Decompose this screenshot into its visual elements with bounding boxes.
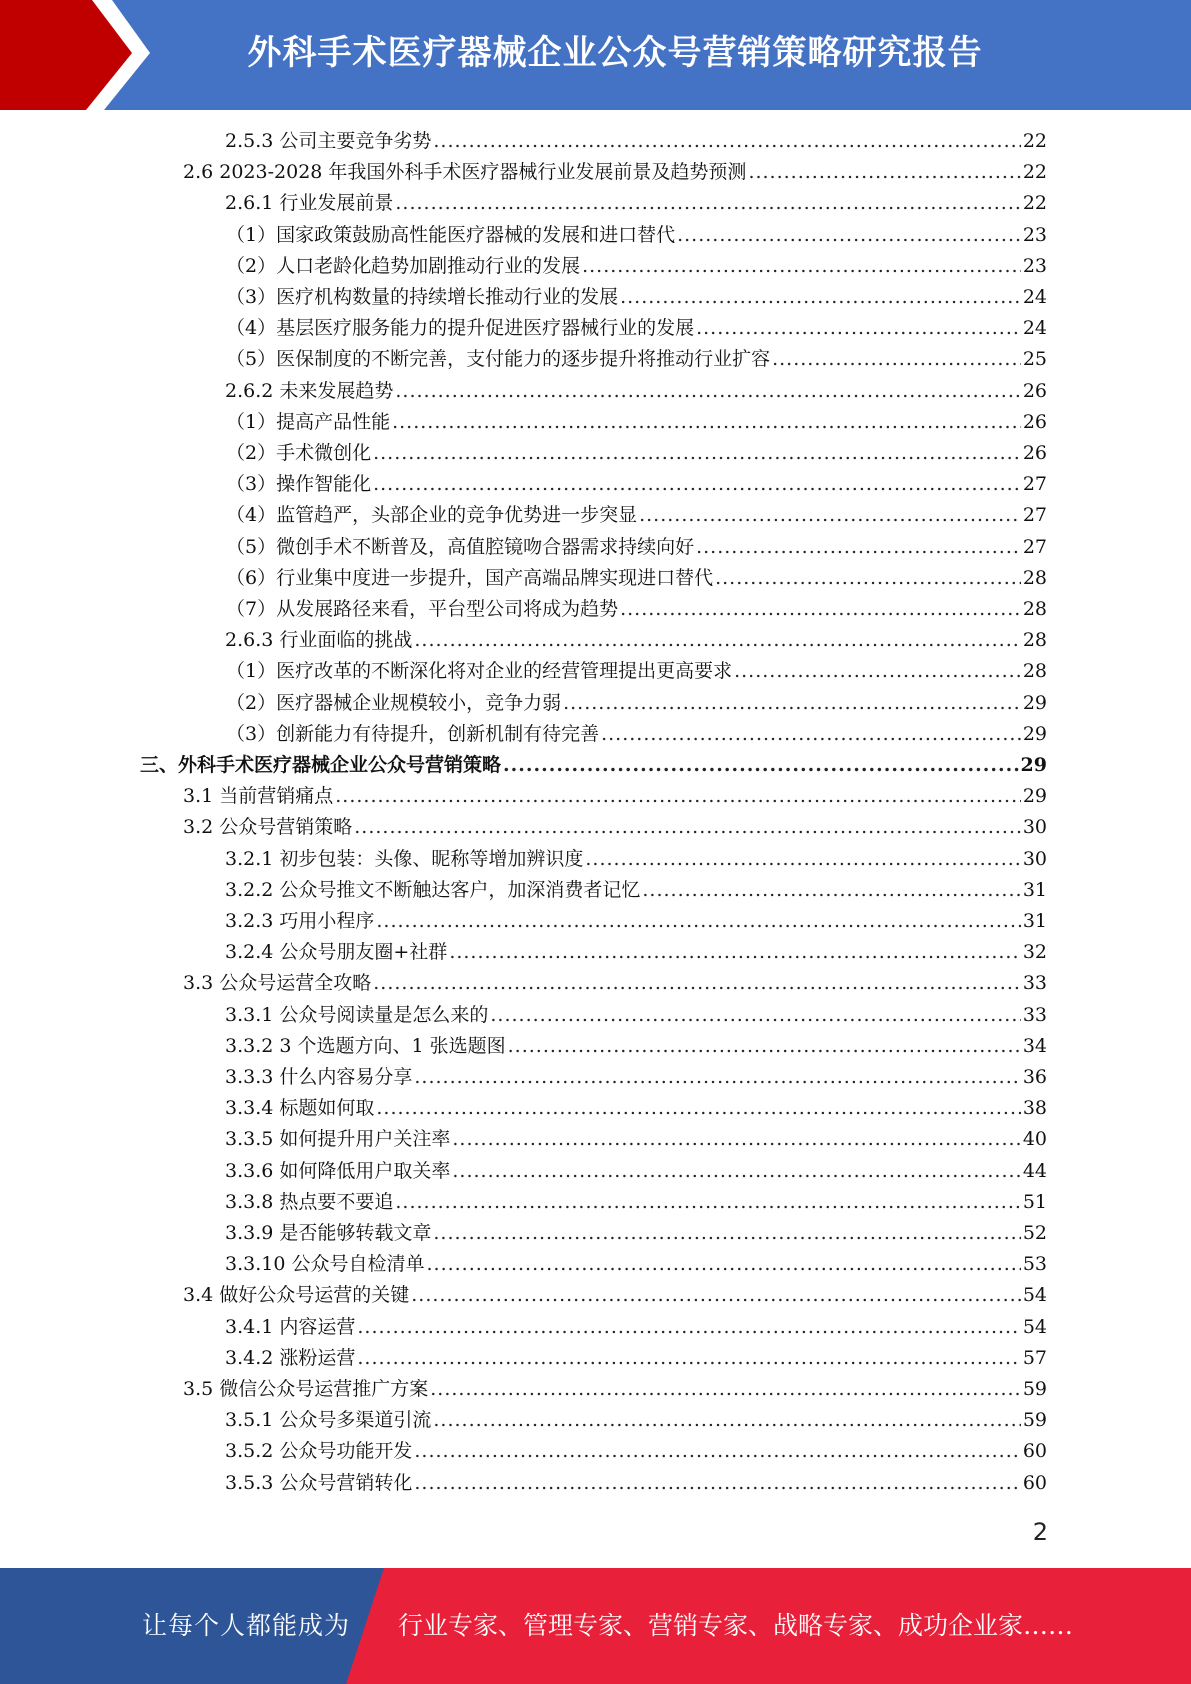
toc-leader-dots <box>452 1124 1020 1155</box>
toc-entry-label: 三、外科手术医疗器械企业公众号营销策略 <box>140 754 502 776</box>
toc-leader-dots <box>452 1156 1020 1187</box>
toc-entry[interactable] <box>225 875 1047 906</box>
toc-entry-page: 31 <box>1022 878 1047 901</box>
toc-entry[interactable] <box>226 688 1047 719</box>
toc-entry-label: 3.2 公众号营销策略 <box>183 816 353 839</box>
toc-leader-dots <box>639 500 1021 531</box>
toc-entry-page: 51 <box>1022 1190 1047 1213</box>
toc-leader-dots <box>715 563 1021 594</box>
toc-leader-dots <box>376 1093 1020 1124</box>
toc-entry[interactable] <box>225 1218 1047 1249</box>
toc-entry[interactable] <box>226 438 1047 469</box>
toc-entry-page: 59 <box>1022 1409 1047 1432</box>
toc-entry-page: 30 <box>1022 847 1047 870</box>
toc-entry-page: 60 <box>1022 1471 1047 1494</box>
toc-leader-dots <box>357 1312 1020 1343</box>
toc-entry-label: 3.3 公众号运营全攻略 <box>183 972 372 995</box>
toc-entry-page: 22 <box>1022 161 1047 184</box>
report-title: 外科手术医疗器械企业公众号营销策略研究报告 <box>247 33 983 73</box>
toc-leader-dots <box>411 1280 1021 1311</box>
toc-entry-page: 30 <box>1022 816 1047 839</box>
toc-entry-label: （5）微创手术不断普及，高值腔镜吻合器需求持续向好 <box>226 535 695 558</box>
toc-entry-label: 3.1 当前营销痛点 <box>183 785 334 808</box>
toc-entry[interactable] <box>140 750 1047 781</box>
toc-entry[interactable] <box>225 1156 1047 1187</box>
toc-entry-label: （2）手术微创化 <box>226 442 372 464</box>
toc-entry-page: 59 <box>1022 1378 1047 1400</box>
toc-entry[interactable] <box>226 563 1047 594</box>
toc-leader-dots <box>357 1343 1020 1374</box>
toc-entry[interactable] <box>225 625 1047 656</box>
toc-entry-label: 3.3.6 如何降低用户取关率 <box>225 1159 451 1182</box>
footer-slogan-right: 行业专家、管理专家、营销专家、战略专家、成功企业家…… <box>398 1611 1074 1640</box>
toc-leader-dots <box>395 188 1020 219</box>
toc-entry[interactable] <box>226 282 1047 313</box>
toc-entry-label: （6）行业集中度进一步提升，国产高端品牌实现进口替代 <box>226 566 714 589</box>
toc-entry[interactable] <box>183 812 1047 843</box>
toc-entry-label: 2.6 2023-2028 年我国外科手术医疗器械行业发展前景及趋势预测 <box>183 161 747 184</box>
toc-entry[interactable] <box>226 313 1047 344</box>
toc-entry-label: 2.6.3 行业面临的挑战 <box>225 629 413 652</box>
toc-entry-label: 3.2.4 公众号朋友圈+社群 <box>225 941 448 964</box>
toc-entry[interactable] <box>225 376 1047 407</box>
toc-leader-dots <box>620 282 1021 313</box>
toc-entry[interactable] <box>225 906 1047 937</box>
toc-entry-label: （5）医保制度的不断完善，支付能力的逐步提升将推动行业扩容 <box>226 348 771 371</box>
toc-entry-page: 60 <box>1022 1440 1047 1463</box>
toc-entry-label: 3.4.1 内容运营 <box>225 1315 356 1338</box>
toc-leader-dots <box>696 313 1021 344</box>
toc-entry-label: （7）从发展路径来看，平台型公司将成为趋势 <box>226 598 619 620</box>
toc-entry-page: 24 <box>1022 286 1047 308</box>
toc-leader-dots <box>503 750 1019 781</box>
toc-entry[interactable] <box>225 1249 1047 1280</box>
toc-entry-label: （1）医疗改革的不断深化将对企业的经营管理提出更高要求 <box>226 660 733 683</box>
toc-entry-label: 3.4 做好公众号运营的关键 <box>183 1284 410 1307</box>
toc-leader-dots <box>395 376 1020 407</box>
toc-entry-label: 3.3.5 如何提升用户关注率 <box>225 1128 451 1151</box>
toc-entry-label: 3.2.3 巧用小程序 <box>225 910 375 932</box>
toc-leader-dots <box>373 469 1021 500</box>
toc-entry-label: 3.3.3 什么内容易分享 <box>225 1066 413 1088</box>
toc-entry-page: 27 <box>1022 473 1047 496</box>
toc-entry-page: 38 <box>1022 1097 1047 1120</box>
toc-leader-dots <box>414 1468 1020 1499</box>
toc-entry-page: 32 <box>1022 941 1047 964</box>
toc-entry-page: 25 <box>1022 348 1047 371</box>
toc-entry-label: 3.3.8 热点要不要追 <box>225 1190 394 1213</box>
toc-leader-dots <box>373 438 1021 469</box>
toc-leader-dots <box>376 906 1020 937</box>
toc-entry-page: 40 <box>1022 1128 1047 1151</box>
toc-entry-page: 26 <box>1022 379 1047 402</box>
toc-entry-page: 23 <box>1022 223 1047 246</box>
toc-entry[interactable] <box>183 968 1047 999</box>
toc-leader-dots <box>642 875 1020 906</box>
toc-entry-label: 3.5.3 公众号营销转化 <box>225 1471 413 1494</box>
toc-entry-page: 22 <box>1022 130 1047 152</box>
toc-entry-page: 27 <box>1022 504 1047 527</box>
toc-leader-dots <box>508 1031 1021 1062</box>
toc-leader-dots <box>433 1405 1020 1436</box>
toc-entry-page: 29 <box>1020 754 1047 776</box>
toc-entry[interactable] <box>183 781 1047 812</box>
toc-leader-dots <box>414 1062 1020 1093</box>
toc-entry-label: （4）基层医疗服务能力的提升促进医疗器械行业的发展 <box>226 317 695 340</box>
toc-entry-page: 26 <box>1022 442 1047 464</box>
toc-entry[interactable] <box>183 157 1047 188</box>
toc-entry[interactable] <box>225 1031 1047 1062</box>
toc-leader-dots <box>414 625 1020 656</box>
toc-entry-page: 29 <box>1022 691 1047 714</box>
toc-entry[interactable] <box>225 844 1047 875</box>
toc-leader-dots <box>490 1000 1020 1031</box>
toc-entry[interactable] <box>225 1436 1047 1467</box>
toc-entry[interactable] <box>226 532 1047 563</box>
toc-leader-dots <box>335 781 1021 812</box>
toc-entry-label: 3.5.1 公众号多渠道引流 <box>225 1409 432 1432</box>
toc-entry-page: 36 <box>1022 1066 1047 1088</box>
toc-entry[interactable] <box>226 719 1047 750</box>
toc-entry-label: 3.3.9 是否能够转载文章 <box>225 1222 432 1244</box>
toc-entry-page: 33 <box>1022 1003 1047 1026</box>
toc-entry[interactable] <box>225 1312 1047 1343</box>
toc-entry-label: （1）国家政策鼓励高性能医疗器械的发展和进口替代 <box>226 223 676 246</box>
toc-entry[interactable] <box>225 937 1047 968</box>
toc-entry-label: （3）医疗机构数量的持续增长推动行业的发展 <box>226 286 619 308</box>
toc-leader-dots <box>433 1218 1020 1249</box>
toc-entry[interactable] <box>225 1000 1047 1031</box>
toc-entry-label: 3.5.2 公众号功能开发 <box>225 1440 413 1463</box>
toc-entry-label: 3.2.1 初步包装：头像、昵称等增加辨识度 <box>225 847 584 870</box>
toc-entry-page: 57 <box>1022 1346 1047 1369</box>
toc-entry-page: 26 <box>1022 410 1047 433</box>
toc-leader-dots <box>772 344 1021 375</box>
toc-leader-dots <box>426 1249 1020 1280</box>
toc-leader-dots <box>449 937 1021 968</box>
toc-entry[interactable] <box>225 1093 1047 1124</box>
toc-leader-dots <box>433 126 1020 157</box>
toc-entry-label: 3.3.1 公众号阅读量是怎么来的 <box>225 1003 489 1026</box>
toc-entry[interactable] <box>226 251 1047 282</box>
toc-entry-page: 33 <box>1022 972 1047 995</box>
toc-entry-label: 3.3.10 公众号自检清单 <box>225 1253 425 1276</box>
toc-leader-dots <box>696 532 1021 563</box>
toc-leader-dots <box>601 719 1021 750</box>
toc-leader-dots <box>395 1187 1020 1218</box>
toc-entry-label: 3.3.4 标题如何取 <box>225 1097 375 1120</box>
toc-entry-page: 28 <box>1022 598 1047 620</box>
toc-entry-label: （3）操作智能化 <box>226 473 372 496</box>
page-number: 2 <box>1032 1518 1048 1546</box>
toc-entry[interactable] <box>225 1124 1047 1155</box>
toc-entry-label: 3.3.2 3 个选题方向、1 张选题图 <box>225 1034 506 1057</box>
toc-entry-page: 28 <box>1022 566 1047 589</box>
toc-entry-page: 31 <box>1022 910 1047 932</box>
toc-entry-page: 29 <box>1022 785 1047 808</box>
toc-entry[interactable] <box>225 1405 1047 1436</box>
toc-entry[interactable] <box>226 407 1047 438</box>
toc-leader-dots <box>392 407 1021 438</box>
toc-leader-dots <box>563 688 1021 719</box>
toc-entry-page: 22 <box>1022 192 1047 215</box>
toc-entry-page: 23 <box>1022 254 1047 277</box>
toc-entry[interactable] <box>225 1468 1047 1499</box>
report-header <box>0 0 1191 110</box>
toc-entry-label: （2）人口老龄化趋势加剧推动行业的发展 <box>226 254 581 277</box>
report-footer <box>0 1568 1191 1684</box>
toc-entry-page: 28 <box>1022 660 1047 683</box>
toc-entry-page: 27 <box>1022 535 1047 558</box>
toc-leader-dots <box>748 157 1020 188</box>
toc-entry[interactable] <box>226 594 1047 625</box>
toc-entry[interactable] <box>183 1374 1047 1405</box>
toc-entry-page: 44 <box>1022 1159 1047 1182</box>
toc-entry[interactable] <box>225 188 1047 219</box>
toc-leader-dots <box>582 251 1021 282</box>
toc-entry-page: 24 <box>1022 317 1047 340</box>
toc-entry-label: 2.5.3 公司主要竞争劣势 <box>225 130 432 152</box>
toc-entry-label: 3.2.2 公众号推文不断触达客户，加深消费者记忆 <box>225 878 641 901</box>
toc-leader-dots <box>585 844 1020 875</box>
toc-entry-label: 2.6.2 未来发展趋势 <box>225 379 394 402</box>
toc-leader-dots <box>677 220 1021 251</box>
toc-entry-label: 3.5 微信公众号运营推广方案 <box>183 1378 429 1400</box>
toc-leader-dots <box>620 594 1021 625</box>
toc-entry-label: （2）医疗器械企业规模较小，竞争力弱 <box>226 691 562 714</box>
toc-entry[interactable] <box>226 469 1047 500</box>
toc-entry-page: 29 <box>1022 722 1047 745</box>
toc-entry-label: 3.4.2 涨粉运营 <box>225 1346 356 1369</box>
toc-entry-label: （4）监管趋严，头部企业的竞争优势进一步突显 <box>226 504 638 527</box>
toc-entry-label: 2.6.1 行业发展前景 <box>225 192 394 215</box>
toc-entry[interactable] <box>225 1187 1047 1218</box>
toc-entry-page: 28 <box>1022 629 1047 652</box>
toc-entry-page: 54 <box>1022 1315 1047 1338</box>
toc-leader-dots <box>414 1436 1020 1467</box>
toc-leader-dots <box>734 656 1021 687</box>
toc-entry[interactable] <box>226 344 1047 375</box>
toc-leader-dots <box>430 1374 1021 1405</box>
toc-entry[interactable] <box>225 126 1047 157</box>
toc-entry[interactable] <box>183 1280 1047 1311</box>
toc-entry[interactable] <box>226 656 1047 687</box>
toc-entry[interactable] <box>226 500 1047 531</box>
toc-entry-page: 52 <box>1022 1222 1047 1244</box>
toc-leader-dots <box>373 968 1021 999</box>
toc-entry-label: （3）创新能力有待提升，创新机制有待完善 <box>226 722 600 745</box>
toc-entry[interactable] <box>225 1343 1047 1374</box>
toc-entry[interactable] <box>226 220 1047 251</box>
toc-entry-page: 34 <box>1022 1034 1047 1057</box>
footer-slogan-left: 让每个人都能成为 <box>142 1611 351 1640</box>
toc-leader-dots <box>354 812 1021 843</box>
toc-entry-page: 54 <box>1022 1284 1047 1307</box>
toc-entry-label: （1）提高产品性能 <box>226 410 391 433</box>
toc-entry-page: 53 <box>1022 1253 1047 1276</box>
toc-entry[interactable] <box>225 1062 1047 1093</box>
